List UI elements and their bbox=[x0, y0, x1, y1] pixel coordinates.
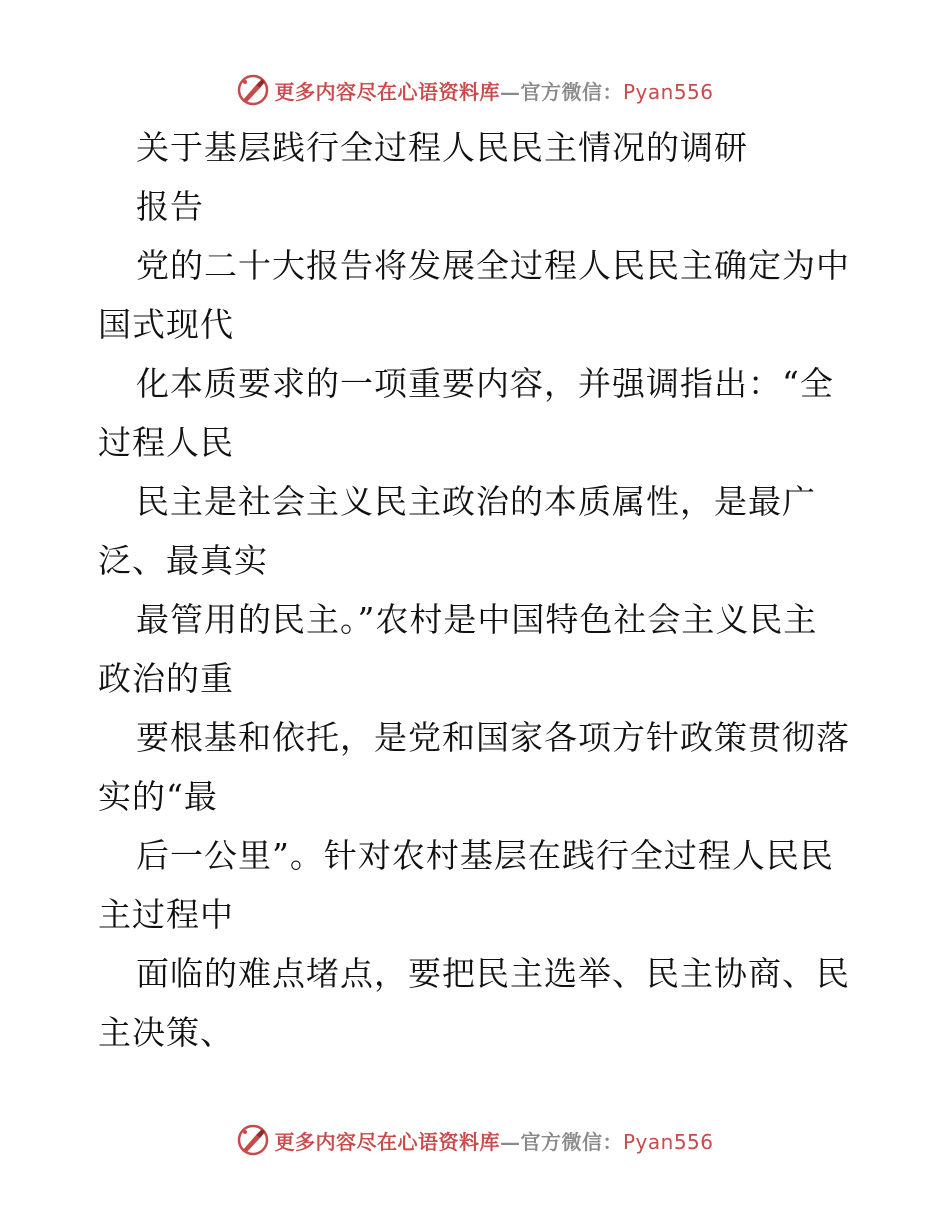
document-line: 过程人民 bbox=[98, 423, 234, 462]
pen-logo-icon bbox=[236, 1123, 270, 1157]
footer-site-text: 更多内容尽在心语资料库 bbox=[274, 1129, 500, 1154]
header-site-text: 更多内容尽在心语资料库 bbox=[274, 79, 500, 104]
document-line: 关于基层践行全过程人民民主情况的调研 bbox=[136, 128, 748, 167]
footer-wechat-label: 官方微信： bbox=[520, 1129, 623, 1154]
document-line: 泛、最真实 bbox=[98, 541, 268, 580]
header-banner-text bbox=[274, 76, 713, 105]
document-line: 主过程中 bbox=[98, 895, 234, 934]
footer-dash: — bbox=[499, 1129, 521, 1154]
document-line: 民主是社会主义民主政治的本质属性，是最广 bbox=[136, 482, 816, 521]
document-line: 要根基和依托，是党和国家各项方针政策贯彻落 bbox=[136, 718, 850, 757]
document-line: 国式现代 bbox=[98, 305, 234, 344]
document-line: 主决策、 bbox=[98, 1013, 234, 1052]
document-line: 政治的重 bbox=[98, 659, 234, 698]
header-dash: — bbox=[499, 79, 521, 104]
footer-banner bbox=[0, 1120, 950, 1160]
footer-wechat-handle: Pyan556 bbox=[622, 1129, 714, 1154]
pen-logo-icon bbox=[236, 73, 270, 107]
document-line: 实的“最 bbox=[98, 777, 218, 816]
document-line: 后一公里”。针对农村基层在践行全过程人民民 bbox=[136, 836, 834, 875]
document-line: 报告 bbox=[136, 187, 204, 226]
header-wechat-handle: Pyan556 bbox=[622, 79, 714, 104]
header-wechat-label: 官方微信： bbox=[520, 79, 623, 104]
document-line: 最管用的民主。”农村是中国特色社会主义民主 bbox=[136, 600, 818, 639]
footer-banner-text bbox=[274, 1126, 713, 1155]
document-line: 化本质要求的一项重要内容，并强调指出：“全 bbox=[136, 364, 834, 403]
header-banner bbox=[0, 70, 950, 110]
document-line: 党的二十大报告将发展全过程人民民主确定为中 bbox=[136, 246, 850, 285]
document-body bbox=[98, 118, 858, 1062]
document-line: 面临的难点堵点，要把民主选举、民主协商、民 bbox=[136, 954, 850, 993]
